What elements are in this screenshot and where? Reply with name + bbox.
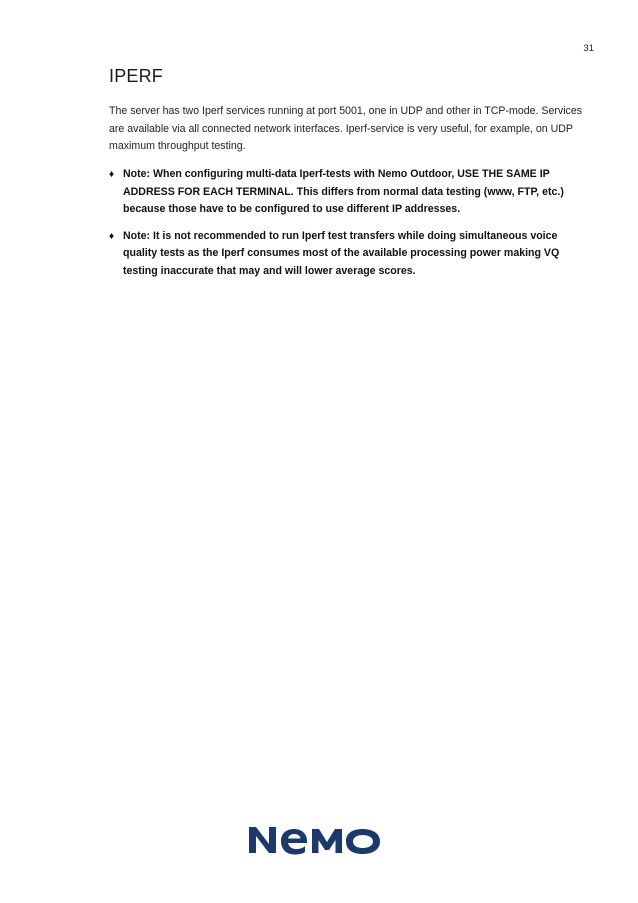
body-paragraph: The server has two Iperf services running at port 5001, one in UDP and other in TCP-mode. Services are available via all connected network interfaces. Iperf-service is very useful, for example, on UDP maximum throughput testing. — [109, 105, 583, 152]
page-number: 31 — [583, 43, 594, 54]
diamond-bullet-icon: ♦ — [109, 169, 115, 180]
note-text: Note: When configuring multi-data Iperf-tests with Nemo Outdoor, USE THE SAME IP ADDRESS FOR EACH TERMINAL. This differs from normal data testing (www, FTP, etc.) because those have to be configured to use different IP addresses. — [123, 168, 564, 215]
diamond-bullet-icon: ♦ — [109, 230, 115, 242]
nemo-logo — [247, 823, 383, 857]
notes-list — [109, 166, 591, 289]
note-text: Note: It is not recommended to run Iperf test transfers while doing simultaneous voice quality tests as the Iperf consumes most of the available processing power making VQ testing inaccurate that may and will lower average scores. — [123, 229, 560, 277]
note-item — [109, 166, 591, 219]
note-item — [109, 228, 591, 281]
section-title: IPERF — [109, 66, 164, 86]
nemo-logo-mark — [249, 827, 380, 855]
